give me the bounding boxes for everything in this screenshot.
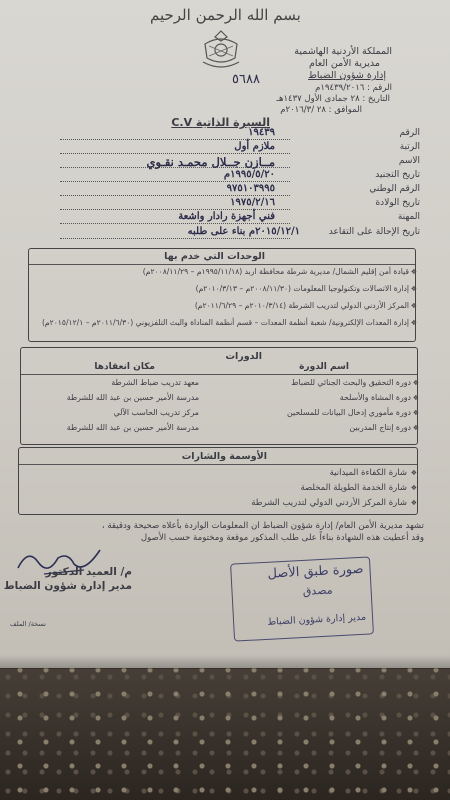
bullet-icon: ❖ xyxy=(410,469,417,477)
course-place: مدرسة الأمير حسين بن عبد الله للشرطة xyxy=(66,423,199,432)
field-dotted-line xyxy=(60,223,290,224)
handwritten-number: ٥٦٨٨ xyxy=(232,72,260,87)
course-place-header: مكان انعقادها xyxy=(94,362,155,372)
field-value: ١٩٤٣٩ xyxy=(248,127,275,138)
bullet-icon: ❖ xyxy=(412,424,419,432)
document-title: السيرة الذاتية C.V xyxy=(171,116,270,129)
units-divider xyxy=(29,264,415,265)
field-dotted-line xyxy=(60,209,290,210)
course-place: مدرسة الأمير حسين بن عبد الله للشرطة xyxy=(66,393,199,402)
bullet-icon: ❖ xyxy=(412,394,419,402)
bullet-icon: ❖ xyxy=(410,319,417,327)
unit-item: إدارة الاتصالات وتكنولوجيا المعلومات (٢٠٠٨/١١/٣٠م – ٢٠١٠/٣/١٣م) xyxy=(195,284,409,293)
courses-section xyxy=(20,347,418,445)
field-value: ١٩٩٥/٥/٢٠م xyxy=(223,169,275,180)
unit-item: إدارة المعدات الإلكترونية/ شعبة أنظمة المعدات – قسم أنظمة المناداة والبث التلفزيوني (٢٠١١/٦/٣٠م – ٢٠١٥/١٢/١م) xyxy=(41,318,409,327)
field-label: تاريخ التجنيد xyxy=(375,170,420,180)
courses-title: الدورات xyxy=(225,351,262,362)
field-label: الرقم الوطني xyxy=(369,184,420,194)
certified-copy-stamp xyxy=(230,556,374,641)
stamp-line-3: مدير إدارة شؤون الضباط xyxy=(267,611,367,628)
field-value: ٩٧٥١٠٣٩٩٥ xyxy=(226,183,275,194)
course-name-header: اسم الدورة xyxy=(299,362,349,372)
basmala: بسم الله الرحمن الرحيم xyxy=(150,6,301,24)
field-dotted-line xyxy=(60,139,290,140)
field-dotted-line xyxy=(60,181,290,182)
unit-item: قيادة أمن إقليم الشمال/ مديرية شرطة محافظة اربد (١٩٩٥/١١/١٨م – ٢٠٠٨/١١/٢٩م) xyxy=(142,267,409,276)
field-value: ٢٠١٥/١٢/١م بناء على طلبه xyxy=(187,226,300,237)
reference-number: الرقم : ١٩٤٣٩/٢٠١٦م xyxy=(315,83,392,93)
statement-line-2: وقد أعطيت هذه الشهادة بناءاً على طلب المذكور موقعة ومختومة حسب الأصول xyxy=(140,533,424,543)
field-label: الرقم xyxy=(399,128,420,138)
field-value: ملازم أول xyxy=(234,141,275,152)
field-label: تاريخ الولادة xyxy=(375,198,420,208)
hijri-date: التاريخ : ٢٨ جمادى الأول ١٤٣٧هـ xyxy=(276,94,390,104)
bullet-icon: ❖ xyxy=(410,484,417,492)
course-name: دورة التحقيق والبحث الجنائي للضباط xyxy=(291,378,411,387)
signature-rank: م/ العميد الدكتور xyxy=(45,566,132,578)
units-title: الوحدات التي خدم بها xyxy=(164,251,265,262)
bullet-icon: ❖ xyxy=(410,268,417,276)
bullet-icon: ❖ xyxy=(410,499,417,507)
courses-divider xyxy=(21,374,417,375)
field-dotted-line xyxy=(60,153,290,154)
course-name: دورة مأموري إدخال البيانات للمسلحين xyxy=(287,408,411,417)
stamp-line-2: مصدق xyxy=(302,583,333,598)
unit-item: المركز الأردني الدولي لتدريب الشرطة (٢٠١٠/٣/١٤م – ٢٠١١/٦/٢٩م) xyxy=(194,301,409,310)
bullet-icon: ❖ xyxy=(410,285,417,293)
medal-item: شارة الخدمة الطويلة المخلصة xyxy=(300,483,407,493)
statement-line-1: تشهد مديرية الأمن العام/ إدارة شؤون الضباط ان المعلومات الواردة بأعلاه صحيحة ودقيقة ، xyxy=(101,521,424,531)
field-label: المهنة xyxy=(397,212,420,222)
medals-divider xyxy=(19,464,417,465)
gregorian-date: الموافق : ٢٨ /٢٠١٦/٣م xyxy=(280,105,362,115)
field-value: مــازن جــلال محمـد نقـوي xyxy=(146,155,275,169)
signature-role: مدير إدارة شؤون الضباط xyxy=(3,580,132,592)
field-label: الرتبة xyxy=(399,142,420,152)
stamp-line-1: صورة طبق الأصل xyxy=(267,561,364,582)
medal-item: شارة الكفاءة الميدانية xyxy=(329,468,407,478)
copy-note: نسخة/ الملف xyxy=(10,620,46,628)
jordan-coat-of-arms-icon xyxy=(197,28,245,70)
field-dotted-line xyxy=(60,238,290,239)
bullet-icon: ❖ xyxy=(412,379,419,387)
course-name: دورة المشاة والأسلحة xyxy=(339,393,411,402)
course-place: مركز تدريب الحاسب الآلي xyxy=(113,408,199,417)
medal-item: شارة المركز الأردني الدولي لتدريب الشرطة xyxy=(251,498,407,508)
department-name: إدارة شؤون الضباط xyxy=(308,70,386,81)
medals-section xyxy=(18,447,418,515)
field-value: فني أجهزة رادار واشعة xyxy=(178,211,275,222)
course-place: معهد تدريب ضباط الشرطة xyxy=(111,378,199,387)
units-section xyxy=(28,248,416,342)
medals-title: الأوسمة والشارات xyxy=(181,451,267,462)
field-dotted-line xyxy=(60,195,290,196)
fabric-background xyxy=(0,650,450,800)
field-label: الاسم xyxy=(398,156,420,166)
bullet-icon: ❖ xyxy=(410,302,417,310)
bullet-icon: ❖ xyxy=(412,409,419,417)
field-value: ١٩٧٥/٢/١٦ xyxy=(230,197,275,208)
field-label: تاريخ الإحالة على التقاعد xyxy=(328,227,420,237)
course-name: دورة إنتاج المدربين xyxy=(349,423,411,432)
directorate-name: مديرية الأمن العام xyxy=(308,58,380,69)
country-name: المملكة الأردنية الهاشمية xyxy=(294,46,392,57)
